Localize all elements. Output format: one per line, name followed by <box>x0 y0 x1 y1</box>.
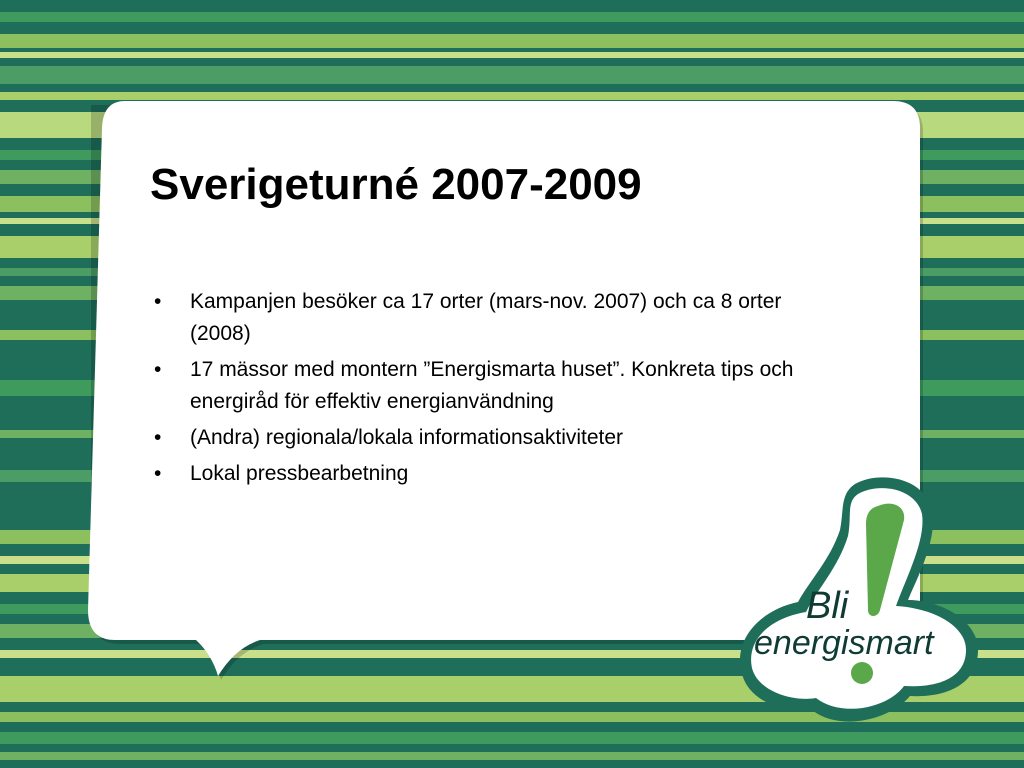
list-item <box>150 286 840 350</box>
logo-line1: Bli <box>806 585 849 627</box>
bullet-text: 17 mässor med montern ”Energismarta huset”. Konkreta tips och energiråd för effektiv energianvändning <box>190 358 794 413</box>
list-item <box>150 422 840 454</box>
bullet-list <box>150 286 840 494</box>
bullet-text: Kampanjen besöker ca 17 orter (mars-nov. 2007) och ca 8 orter (2008) <box>190 290 782 345</box>
logo-blob-shape <box>740 477 978 721</box>
slide-title: Sverigeturné 2007-2009 <box>150 160 642 209</box>
bullet-icon: • <box>154 426 162 449</box>
list-item <box>150 354 840 418</box>
bullet-text: (Andra) regionala/lokala informationsaktiviteter <box>190 426 624 449</box>
bullet-icon: • <box>154 462 162 485</box>
bli-energismart-logo <box>720 470 990 735</box>
logo-line2: energismart <box>754 624 934 662</box>
bullet-text: Lokal pressbearbetning <box>190 462 409 485</box>
exclamation-dot-icon <box>851 662 873 684</box>
bullet-icon: • <box>154 290 162 313</box>
bullet-icon: • <box>154 358 162 381</box>
